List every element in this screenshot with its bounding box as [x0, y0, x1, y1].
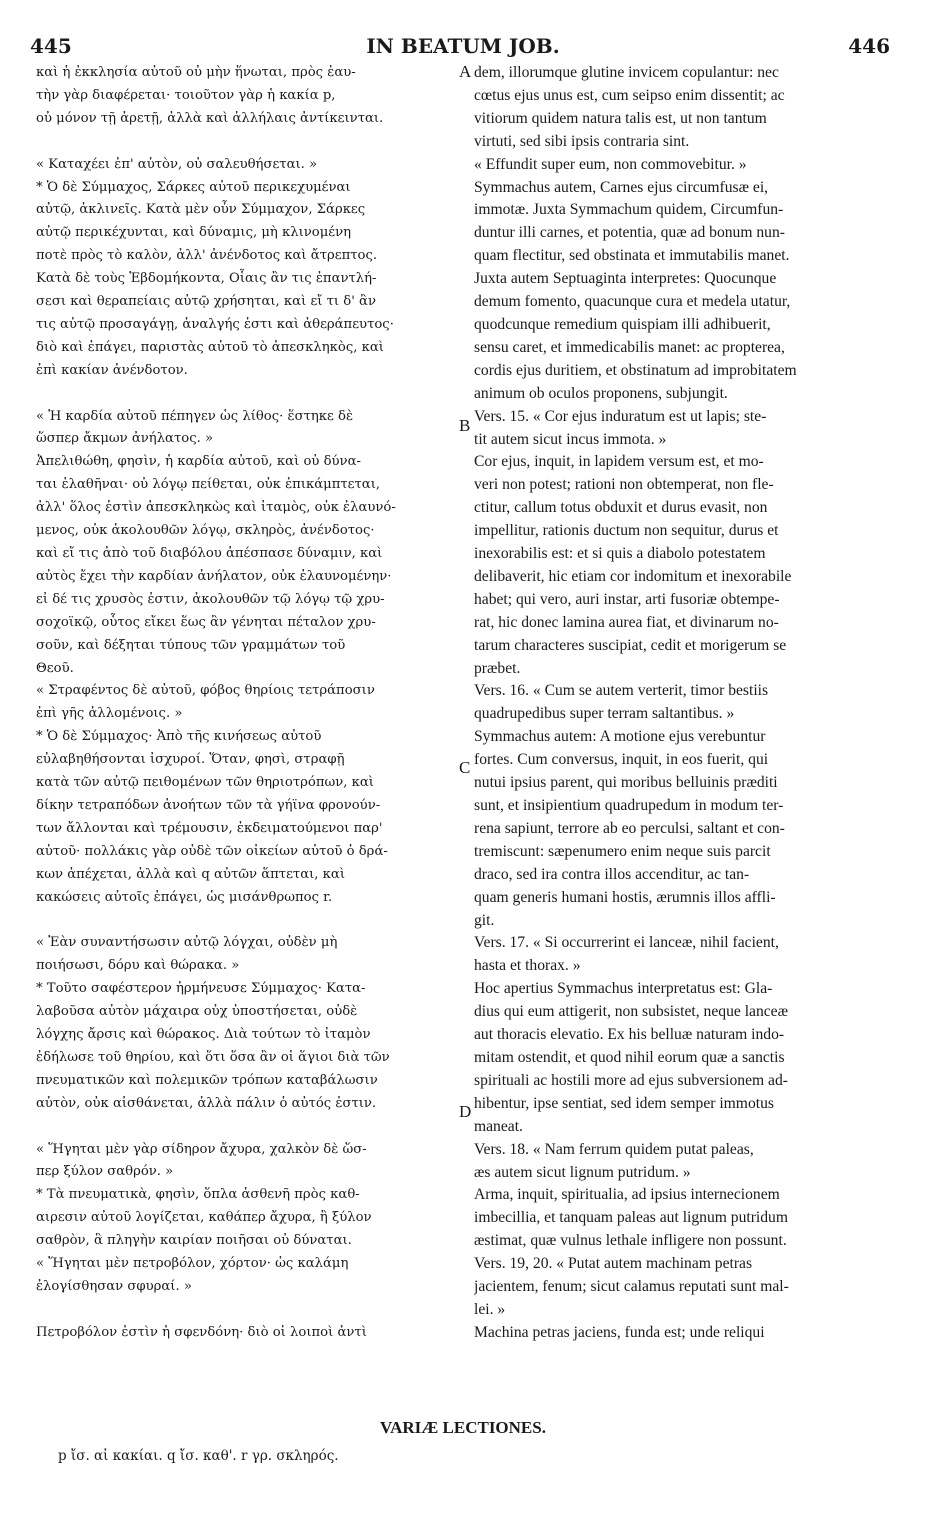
latin-text-line: delibaverit, hic etiam cor indomitum et inexorabile	[474, 567, 792, 585]
latin-text-line: Vers. 15. « Cor ejus induratum est ut lapis; ste-	[474, 407, 767, 425]
latin-text-line: quam flectitur, sed obstinata et immutabilis manet.	[474, 247, 790, 265]
latin-text-line: Juxta autem Septuaginta interpretes: Quocunque	[474, 270, 777, 288]
greek-text-line: ἐπὶ γῆς ἀλλομένοις. »	[36, 706, 183, 722]
greek-text-line: « Ἥγηται μὲν πετροβόλον, χόρτον· ὡς καλάμη	[36, 1256, 349, 1272]
greek-text-line: Πετροβόλον ἐστὶν ἡ σφενδόνη· διὸ οἱ λοιποὶ ἀντὶ	[36, 1324, 367, 1340]
greek-text-line: πνευματικῶν καὶ πολεμικῶν τρόπων καταβάλωσιν	[36, 1072, 378, 1088]
greek-text-line: λόγχης ἄρσις καὶ θώρακος. Διὰ τούτων τὸ ἰταμὸν	[36, 1027, 371, 1043]
blank-line	[36, 1116, 456, 1139]
latin-text-line: rena sapiunt, terrore ab eo perculsi, saltant et con-	[474, 819, 785, 837]
latin-text-line: maneat.	[474, 1117, 523, 1135]
blank-line	[36, 910, 456, 933]
latin-text-line: Hoc apertius Symmachus interpretatus est: Gla-	[474, 980, 773, 998]
greek-text-line: σοχοϊκῷ, οὗτος εἴκει ἕως ἂν γένηται πέταλον χρυ-	[36, 614, 376, 630]
variae-lectiones-text: p ἴσ. αἱ κακίαι. q ἴσ. καθ'. r γρ. σκληρός.	[58, 1448, 339, 1464]
greek-text-line: κων ἀπέχεται, ἀλλὰ καὶ q αὐτῶν ἅπτεται, καὶ	[36, 866, 346, 882]
latin-text-line: spirituali ac hostili more ad ejus subversionem ad-	[474, 1071, 788, 1089]
greek-text-line: ἀλλ' ὅλος ἐστὶν ἀπεσκληκὼς καὶ ἰταμὸς, οὐκ ἐλαυνό-	[36, 500, 396, 516]
greek-text-line: « Ἡ καρδία αὐτοῦ πέπηγεν ὡς λίθος· ἕστηκε δὲ	[36, 408, 354, 424]
greek-text-line: αὐτὸν, οὐκ αἰσθάνεται, ἀλλὰ πάλιν ὁ αὐτός ἐστιν.	[36, 1095, 377, 1111]
greek-text-line: ἐλογίσθησαν σφυραί. »	[36, 1278, 192, 1294]
latin-text-line: immotæ. Juxta Symmachum quidem, Circumfun-	[474, 201, 784, 219]
latin-text-line: hasta et thorax. »	[474, 957, 581, 975]
greek-text-line: * Ὁ δὲ Σύμμαχος· Ἀπὸ τῆς κινήσεως αὐτοῦ	[36, 729, 322, 745]
greek-text-line: Κατὰ δὲ τοὺς Ἑβδομήκοντα, Οἷαις ἂν τις ἐπαντλή-	[36, 271, 377, 287]
latin-text-line: Symmachus autem, Carnes ejus circumfusæ ei,	[474, 178, 769, 196]
latin-text-line: virtuti, sed sibi ipsis contraria sint.	[474, 132, 690, 150]
latin-text-line: Vers. 18. « Nam ferrum quidem putat paleas,	[474, 1140, 754, 1158]
latin-text-line: ctitur, callum totus obduxit et durus evasit, non	[474, 499, 768, 517]
greek-text-line: αὐτῷ, ἀκλινεῖς. Κατὰ μὲν οὖν Σύμμαχον, Σάρκες	[36, 202, 366, 218]
margin-letter-a: A	[459, 62, 472, 81]
greek-text-line: καὶ εἴ τις ἀπὸ τοῦ διαβόλου ἀπέσπασε δύναμιν, καὶ	[36, 546, 383, 561]
greek-text-line: εἰ δέ τις χρυσὸς ἐστιν, ἀκολουθῶν τῷ λόγῳ τῷ χρυ-	[36, 591, 385, 607]
blank-line	[36, 1299, 456, 1322]
latin-text-line: quodcunque remedium quispiam illi adhibuerit,	[474, 315, 771, 333]
greek-text-line: των ἄλλονται καὶ τρέμουσιν, ἐκδειματούμενοι παρ'	[36, 820, 383, 836]
latin-text-line: draco, sed ira contra illos accenditur, ac tan-	[474, 865, 750, 883]
latin-text-line: aut thoracis elevatio. Ex his belluæ naturam indo-	[474, 1026, 785, 1044]
latin-text-line: quadrupedibus super terram saltantibus. »	[474, 705, 735, 723]
greek-text-line: μενος, οὐκ ἀκολουθῶν λόγῳ, σκληρὸς, ἀνένδοτος·	[36, 523, 375, 539]
margin-letter-d: D	[459, 1102, 472, 1121]
greek-text-line: « Καταχέει ἐπ' αὐτὸν, οὐ σαλευθήσεται. »	[36, 156, 318, 172]
page-number-right: 446	[848, 34, 890, 58]
greek-text-line: αὐτῷ περικέχυνται, καὶ δύναμις, μὴ κλινομένη	[36, 225, 352, 241]
variae-lectiones-heading: VARIÆ LECTIONES.	[380, 1418, 546, 1437]
greek-text-line: αὐτοῦ· πολλάκις γὰρ οὐδὲ τῶν οἰκείων αὐτοῦ ὁ δρά-	[36, 843, 388, 859]
latin-text-line: Vers. 19, 20. « Putat autem machinam petras	[474, 1255, 753, 1273]
greek-text-line: * Τοῦτο σαφέστερον ἡρμήνευσε Σύμμαχος· Κατα-	[36, 981, 366, 997]
latin-text-line: sunt, et insipientium quadrupedum in modum ter-	[474, 797, 784, 814]
greek-text-line: ἐπὶ κακίαν ἀνένδοτον.	[36, 362, 188, 378]
blank-line	[36, 383, 456, 406]
latin-text-line: Machina petras jaciens, funda est; unde reliqui	[474, 1323, 765, 1341]
blank-line	[36, 131, 456, 154]
latin-text-line: Cor ejus, inquit, in lapidem versum est, et mo-	[474, 453, 764, 471]
greek-text-line: αιρεσιν αὐτοῦ λογίζεται, καθάπερ ἄχυρα, ἢ ξύλον	[36, 1210, 372, 1226]
greek-text-line: διὸ καὶ ἐπάγει, παριστὰς αὐτοῦ τὸ ἀπεσκληκὸς, καὶ	[36, 339, 384, 355]
latin-text-line: jacientem, fenum; sicut calamus reputati sunt mal-	[474, 1278, 789, 1296]
latin-text-line: nutui ipsius parent, qui moribus belluinis præditi	[474, 774, 778, 792]
greek-text-line: * Τὰ πνευματικὰ, φησὶν, ὅπλα ἀσθενῆ πρὸς καθ-	[36, 1187, 360, 1203]
latin-text-line: æstimat, quæ vulnus lethale infligere non possunt.	[474, 1232, 787, 1250]
latin-text-line: animum ob oculos proponens, subjungit.	[474, 384, 728, 402]
latin-text-line: duntur illi carnes, et potentia, quæ ad bonum nun-	[474, 224, 785, 242]
latin-text-line: Arma, inquit, spiritualia, ad ipsius internecionem	[474, 1186, 780, 1204]
greek-text-line: κακώσεις αὐτοῖς ἐπάγει, ὡς μισάνθρωπος r.	[36, 889, 333, 905]
greek-text-line: καὶ ἡ ἐκκλησία αὐτοῦ οὐ μὴν ἥνωται, πρὸς ἑαυ-	[36, 65, 356, 80]
greek-text-line: τὴν γὰρ διαφέρεται· τοιοῦτον γὰρ ἡ κακία p,	[36, 87, 336, 103]
latin-column	[474, 62, 886, 1400]
latin-text-line: quam generis humani hostis, ærumnis illos affli-	[474, 888, 776, 906]
greek-text-line: λαβοῦσα αὐτὸν μάχαιρα οὐχ ὑποστήσεται, οὐδὲ	[36, 1004, 358, 1020]
margin-letter-b: B	[459, 416, 471, 435]
latin-text-line: imbecillia, et tanquam paleas aut lignum putridum	[474, 1209, 788, 1227]
page-number-left: 445	[30, 34, 72, 58]
latin-text-line: æs autem sicut lignum putridum. »	[474, 1163, 691, 1181]
latin-text-line: Vers. 17. « Si occurrerint ei lanceæ, nihil facient,	[474, 934, 779, 952]
latin-text-line: rat, hic donec lamina aurea fiat, et divinarum no-	[474, 613, 779, 631]
latin-text-line: lei. »	[474, 1300, 506, 1318]
greek-column	[36, 62, 456, 1400]
latin-text-line: tit autem sicut incus immota. »	[474, 430, 667, 448]
latin-text-line: præbet.	[474, 659, 521, 677]
latin-text-line: habet; qui vero, auri instar, arti fusoriæ obtempe-	[474, 590, 780, 608]
greek-text-line: « Ἐὰν συναντήσωσιν αὐτῷ λόγχαι, οὐδὲν μὴ	[36, 935, 338, 951]
greek-text-line: τις αὐτῷ προσαγάγῃ, ἀναλγής ἐστι καὶ ἀθεράπευτος·	[36, 316, 394, 332]
latin-text-line: hibentur, ipse sentiat, sed idem semper immotus	[474, 1094, 774, 1112]
latin-text-line: « Effundit super eum, non commovebitur. »	[474, 155, 747, 173]
greek-text-line: δίκην τετραπόδων ἀνοήτων τῶν τὰ γήϊνα φρονούν-	[36, 797, 381, 813]
greek-text-line: σαθρὸν, ἃ πληγὴν καιρίαν ποιῆσαι οὐ δύναται.	[36, 1233, 352, 1249]
latin-text-line: tremiscunt: sæpenumero enim neque suis parcit	[474, 842, 771, 860]
greek-text-line: ποτὲ πρὸς τὸ καλὸν, ἀλλ' ἀνένδοτος καὶ ἄτρεπτος.	[36, 248, 378, 264]
latin-text-line: cœtus ejus unus est, cum seipso enim dissentit; ac	[474, 86, 785, 104]
latin-text-line: Symmachus autem: A motione ejus verebuntur	[474, 728, 766, 746]
latin-text-line: tarum characteres suscipiat, cedit et morigerum se	[474, 636, 787, 654]
greek-text-line: σεσι καὶ θεραπείαις αὐτῷ χρήσηται, καὶ εἴ τι δ' ἂν	[36, 294, 376, 310]
greek-text-line: αὐτὸς ἔχει τὴν καρδίαν ἀνήλατον, οὐκ ἐλαυνομένην·	[36, 568, 392, 584]
greek-text-line: * Ὁ δὲ Σύμμαχος, Σάρκες αὐτοῦ περικεχυμέναι	[36, 179, 351, 195]
latin-text-line: sensu caret, et immedicabilis manet: ac propterea,	[474, 338, 785, 356]
latin-text-line: cordis ejus duritiem, et obstinatum ad improbitatem	[474, 361, 797, 379]
greek-text-line: ποιήσωσι, δόρυ καὶ θώρακα. »	[36, 958, 240, 974]
greek-text-line: ται ἐλαθῆναι· οὐ λόγῳ πείθεται, οὐκ ἐπικάμπτεται,	[36, 477, 381, 493]
greek-text-line: « Στραφέντος δὲ αὐτοῦ, φόβος θηρίοις τετράποσιν	[36, 683, 375, 699]
latin-text-line: vitiorum quidem natura talis est, ut non tantum	[474, 109, 767, 127]
greek-text-line: εὐλαβηθήσονται ἰσχυροί. Ὅταν, φησὶ, στραφῇ	[36, 752, 345, 768]
latin-text-line: fortes. Cum conversus, inquit, in eos fuerit, qui	[474, 751, 769, 769]
latin-text-line: dius qui eum attigerit, non subsistet, neque lanceæ	[474, 1003, 788, 1021]
latin-text-line: dem, illorumque glutine invicem copulantur: nec	[474, 64, 779, 81]
latin-text-line: git.	[474, 911, 495, 929]
latin-text-line: Vers. 16. « Cum se autem verterit, timor bestiis	[474, 682, 769, 700]
greek-text-line: ἐδήλωσε τοῦ θηρίου, καὶ ὅτι ὅσα ἂν οἱ ἅγιοι διὰ τῶν	[36, 1049, 390, 1065]
greek-text-line: « Ἥγηται μὲν γὰρ σίδηρον ἄχυρα, χαλκὸν δὲ ὥσ-	[36, 1141, 367, 1157]
greek-text-line: σοῦν, καὶ δέξηται τύπους τῶν γραμμάτων τοῦ	[36, 637, 346, 653]
latin-text-line: mitam ostendit, et quod nihil eorum quæ a sanctis	[474, 1048, 785, 1066]
latin-text-line: veri non potest; rationi non obtemperat, non fle-	[474, 476, 774, 494]
greek-text-line: ὥσπερ ἄκμων ἀνήλατος. »	[36, 431, 214, 447]
greek-text-line: Θεοῦ.	[36, 660, 74, 676]
greek-text-line: οὐ μόνον τῇ ἀρετῇ, ἀλλὰ καὶ ἀλλήλαις ἀντίκεινται.	[36, 110, 384, 126]
greek-text-line: περ ξύλον σαθρόν. »	[36, 1164, 174, 1180]
latin-text-line: inexorabilis est: et si quis a diabolo potestatem	[474, 545, 766, 563]
margin-letter-c: C	[459, 758, 471, 777]
greek-text-line: κατὰ τῶν αὐτῷ πειθομένων τῶν θηριοτρόπων, καὶ	[36, 775, 374, 791]
running-title: IN BEATUM JOB.	[366, 34, 560, 58]
latin-text-line: demum fomento, quacunque cura et medela utatur,	[474, 293, 791, 311]
greek-text-line: Ἀπελιθώθη, φησὶν, ἡ καρδία αὐτοῦ, καὶ οὐ δύνα-	[36, 454, 361, 470]
latin-text-line: impellitur, rationis ductum non sequitur, durus et	[474, 522, 779, 540]
